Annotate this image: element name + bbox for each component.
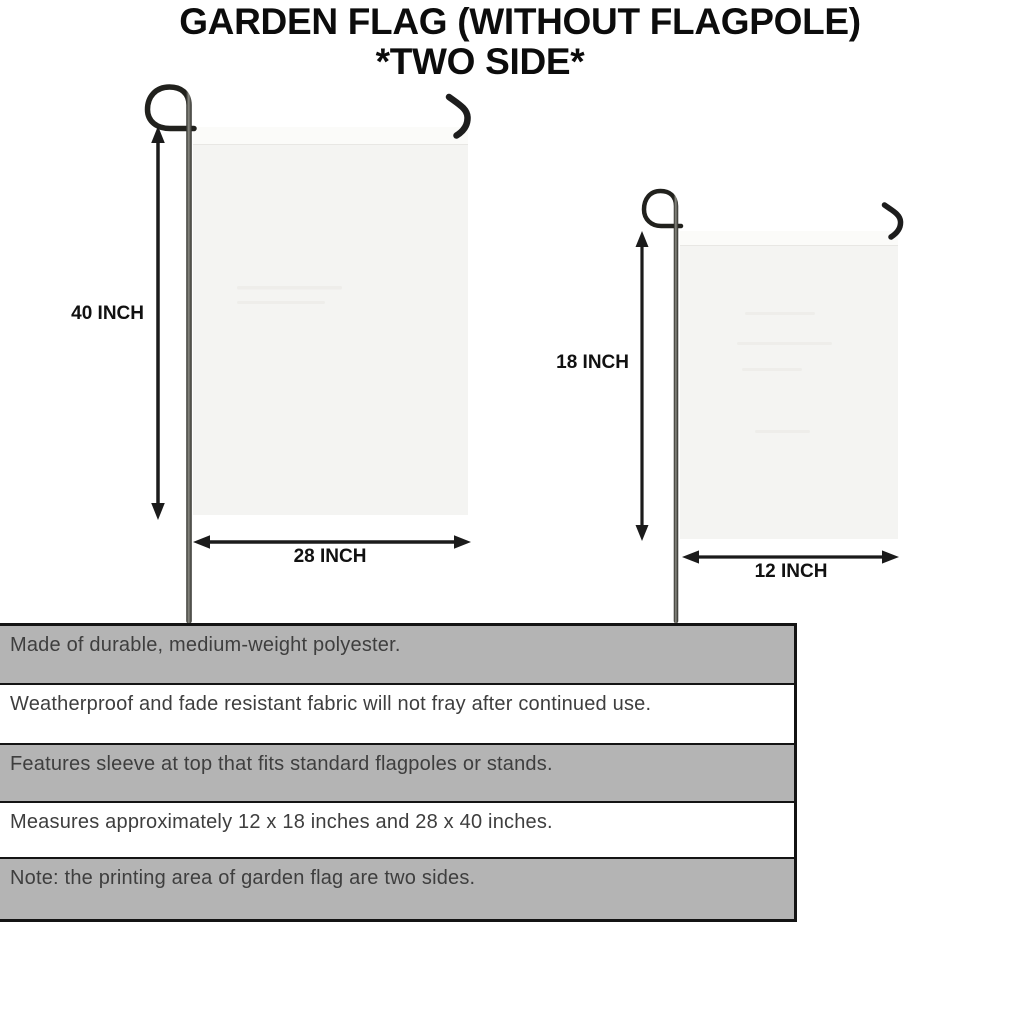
fabric-wrinkle	[737, 342, 832, 345]
feature-text: Weatherproof and fade resistant fabric will not fray after continued use.	[10, 693, 652, 715]
feature-text: Features sleeve at top that fits standard flagpoles or stands.	[10, 753, 553, 775]
feature-row	[0, 683, 794, 743]
width-label-small: 12 INCH	[754, 561, 828, 582]
flag-diagram-large	[148, 87, 472, 621]
feature-row	[0, 801, 794, 857]
flag-canvas-small	[680, 231, 898, 539]
height-arrow-small	[636, 231, 649, 541]
feature-row	[0, 743, 794, 801]
height-arrow-large	[151, 126, 165, 520]
width-label-large: 28 INCH	[293, 546, 367, 567]
feature-text: Measures approximately 12 x 18 inches and 28 x 40 inches.	[10, 811, 553, 833]
fabric-wrinkle	[755, 430, 810, 433]
height-label-small: 18 INCH	[556, 352, 629, 373]
fabric-wrinkle	[742, 368, 802, 371]
flag-sleeve-large	[193, 127, 468, 144]
flag-canvas-large	[193, 127, 468, 515]
feature-text: Note: the printing area of garden flag are two sides.	[10, 867, 476, 889]
flagpole-icon-large	[148, 87, 195, 621]
fabric-wrinkle	[745, 312, 815, 315]
feature-row	[0, 626, 794, 683]
page-title-line-1: GARDEN FLAG (WITHOUT FLAGPOLE)	[179, 1, 861, 42]
flag-diagram-small	[636, 191, 901, 621]
height-label-large: 40 INCH	[71, 303, 144, 324]
fabric-wrinkle	[237, 301, 325, 304]
flag-sleeve-small	[680, 231, 898, 245]
feature-row	[0, 857, 794, 919]
feature-text: Made of durable, medium-weight polyester.	[10, 634, 401, 656]
page-title-line-2: *TWO SIDE*	[375, 41, 585, 82]
features-table	[0, 623, 797, 922]
fabric-wrinkle	[237, 286, 342, 290]
flagpole-icon-small	[644, 191, 681, 621]
